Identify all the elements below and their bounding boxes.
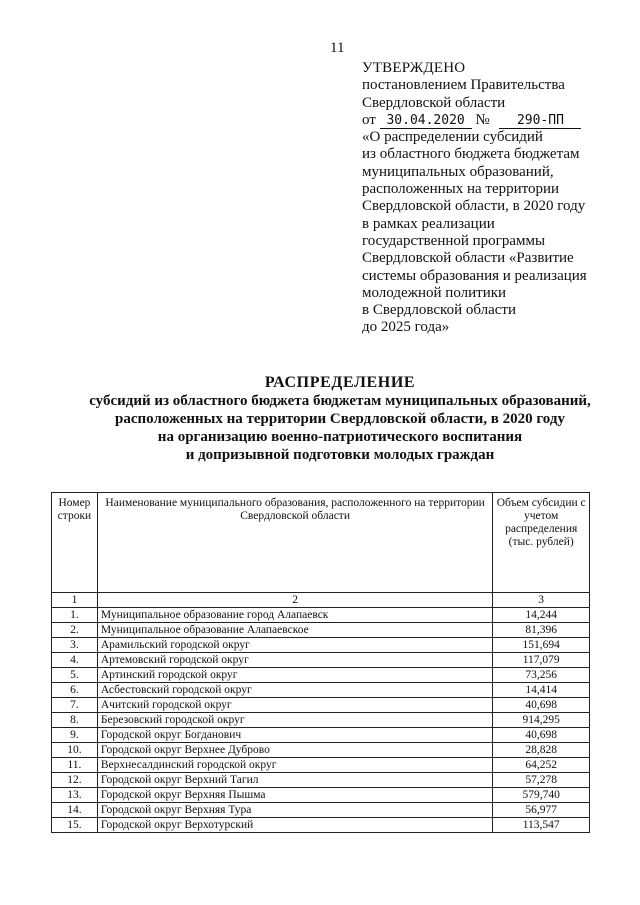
table-row [52,698,590,713]
row-name: Верхнесалдинский городской округ [97,758,492,773]
row-name: Муниципальное образование город Алапаевск [97,608,492,623]
table-row [52,728,590,743]
row-amount: 81,396 [493,623,590,638]
table-header-row [52,493,590,593]
table-row [52,668,590,683]
approval-date: 30.04.2020 [380,113,472,129]
row-amount: 579,740 [493,788,590,803]
table-row [52,758,590,773]
row-amount: 151,694 [493,638,590,653]
table-row [52,818,590,833]
table-row [52,803,590,818]
row-amount: 40,698 [493,728,590,743]
row-amount: 14,414 [493,683,590,698]
row-number: 13. [52,788,98,803]
document-title-line: субсидий из областного бюджета бюджетам муниципальных образований, [89,393,591,409]
row-number: 14. [52,803,98,818]
approval-date-line [362,112,632,129]
table-row [52,773,590,788]
row-number: 8. [52,713,98,728]
row-name: Артемовский городской округ [97,653,492,668]
row-amount: 117,079 [493,653,590,668]
row-number: 10. [52,743,98,758]
table-row [52,653,590,668]
column-number: 1 [52,593,98,608]
table-row [52,683,590,698]
row-number: 11. [52,758,98,773]
approval-stamp [362,60,632,337]
document-title-line: расположенных на территории Свердловской области, в 2020 году [115,411,565,427]
number-label: № [475,111,490,128]
document-title [40,373,640,464]
table-row [52,713,590,728]
row-number: 2. [52,623,98,638]
approval-title-line: муниципальных образований, [362,163,554,180]
subsidy-table [51,492,590,833]
document-title-line: и допризывной подготовки молодых граждан [185,447,495,463]
row-number: 7. [52,698,98,713]
row-amount: 40,698 [493,698,590,713]
row-name: Городской округ Богданович [97,728,492,743]
row-number: 9. [52,728,98,743]
approval-title [362,129,632,337]
header-name: Наименование муниципального образования, расположенного на территории Свердловской области [97,493,492,593]
row-name: Арамильский городской округ [97,638,492,653]
page-number: 11 [330,40,345,56]
table-row [52,608,590,623]
row-amount: 64,252 [493,758,590,773]
document-title-main: РАСПРЕДЕЛЕНИЕ [264,374,416,391]
approval-title-line: системы образования и реализация [362,267,587,284]
row-name: Асбестовский городской округ [97,683,492,698]
row-name: Городской округ Верхняя Тура [97,803,492,818]
approval-title-line: до 2025 года» [362,319,450,336]
row-amount: 14,244 [493,608,590,623]
row-number: 12. [52,773,98,788]
table-row [52,638,590,653]
approval-title-line: Свердловской области «Развитие [362,250,574,267]
table-row [52,743,590,758]
row-name: Городской округ Верхний Тагил [97,773,492,788]
row-name: Березовский городской округ [97,713,492,728]
approval-title-line: расположенных на территории [362,181,560,198]
approval-title-line: из областного бюджета бюджетам [362,146,580,163]
approval-line-1: постановлением Правительства [362,77,565,94]
approval-line-2: Свердловской области [362,94,506,111]
table-row [52,788,590,803]
table-body [52,608,590,833]
row-number: 4. [52,653,98,668]
row-amount: 28,828 [493,743,590,758]
approval-title-line: в рамках реализации [362,215,495,232]
row-number: 5. [52,668,98,683]
row-name: Городской округ Верхняя Пышма [97,788,492,803]
header-amount: Объем субсидии с учетом распределения (тыс. рублей) [493,493,590,593]
approval-title-line: Свердловской области, в 2020 году [362,198,586,215]
column-number-row [52,593,590,608]
row-amount: 73,256 [493,668,590,683]
approval-number: 290-ПП [499,113,581,129]
column-number: 2 [97,593,492,608]
approval-title-line: молодежной политики [362,284,507,301]
table-row [52,623,590,638]
document-title-lines [40,392,640,464]
approval-title-line: «О распределении субсидий [362,129,543,146]
header-number: Номер строки [52,493,98,593]
approval-title-line: государственной программы [362,232,546,249]
row-amount: 56,977 [493,803,590,818]
column-number: 3 [493,593,590,608]
row-number: 1. [52,608,98,623]
row-name: Артинский городской округ [97,668,492,683]
row-number: 6. [52,683,98,698]
approval-heading: УТВЕРЖДЕНО [362,60,466,76]
document-title-line: на организацию военно-патриотического воспитания [157,429,523,445]
row-name: Городской округ Верхотурский [97,818,492,833]
row-amount: 914,295 [493,713,590,728]
row-number: 15. [52,818,98,833]
from-label: от [362,111,376,128]
row-number: 3. [52,638,98,653]
row-name: Городской округ Верхнее Дуброво [97,743,492,758]
row-name: Ачитский городской округ [97,698,492,713]
row-amount: 57,278 [493,773,590,788]
row-amount: 113,547 [493,818,590,833]
approval-title-line: в Свердловской области [362,302,517,319]
row-name: Муниципальное образование Алапаевское [97,623,492,638]
